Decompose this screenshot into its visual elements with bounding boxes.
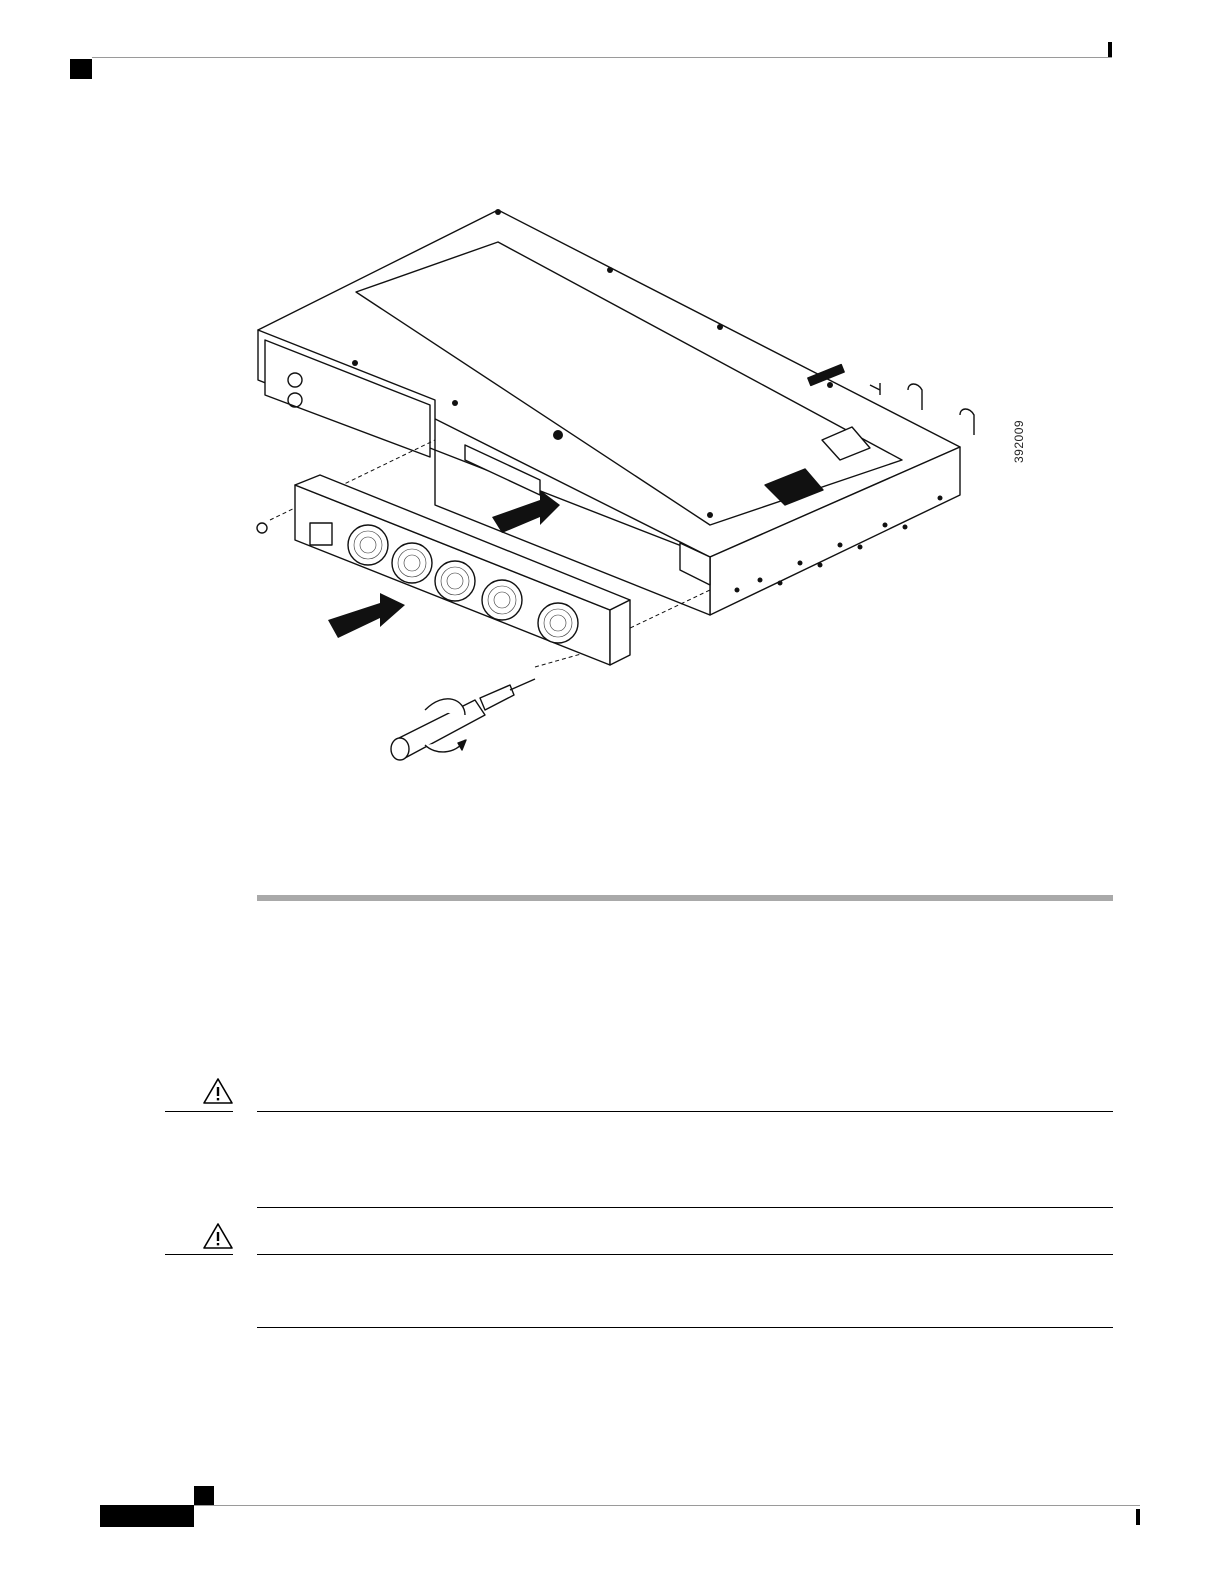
header-tick-marker [1108,42,1112,57]
footer-rule [194,1505,1140,1506]
footer-tick-marker [1136,1509,1140,1525]
header-tab-marker [70,59,92,79]
figure-number: 392009 [1012,419,1026,463]
caution-bottom-rule [257,1327,1113,1328]
footer-page-block [100,1505,194,1527]
caution-triangle-icon [202,1222,234,1250]
caution-label-rule [165,1254,233,1255]
caution-bottom-rule [257,1207,1113,1208]
fan-tray-installation-figure [240,195,1040,775]
fan-tray-illustration [240,195,1040,775]
caution-top-rule [257,1254,1113,1255]
screwdriver-icon [391,679,535,760]
caution-triangle-icon [202,1077,234,1105]
footer-tab-marker [194,1486,214,1505]
caution-label-rule [165,1111,233,1112]
caution-top-rule [257,1111,1113,1112]
section-divider [257,895,1113,901]
header-rule [92,57,1112,58]
